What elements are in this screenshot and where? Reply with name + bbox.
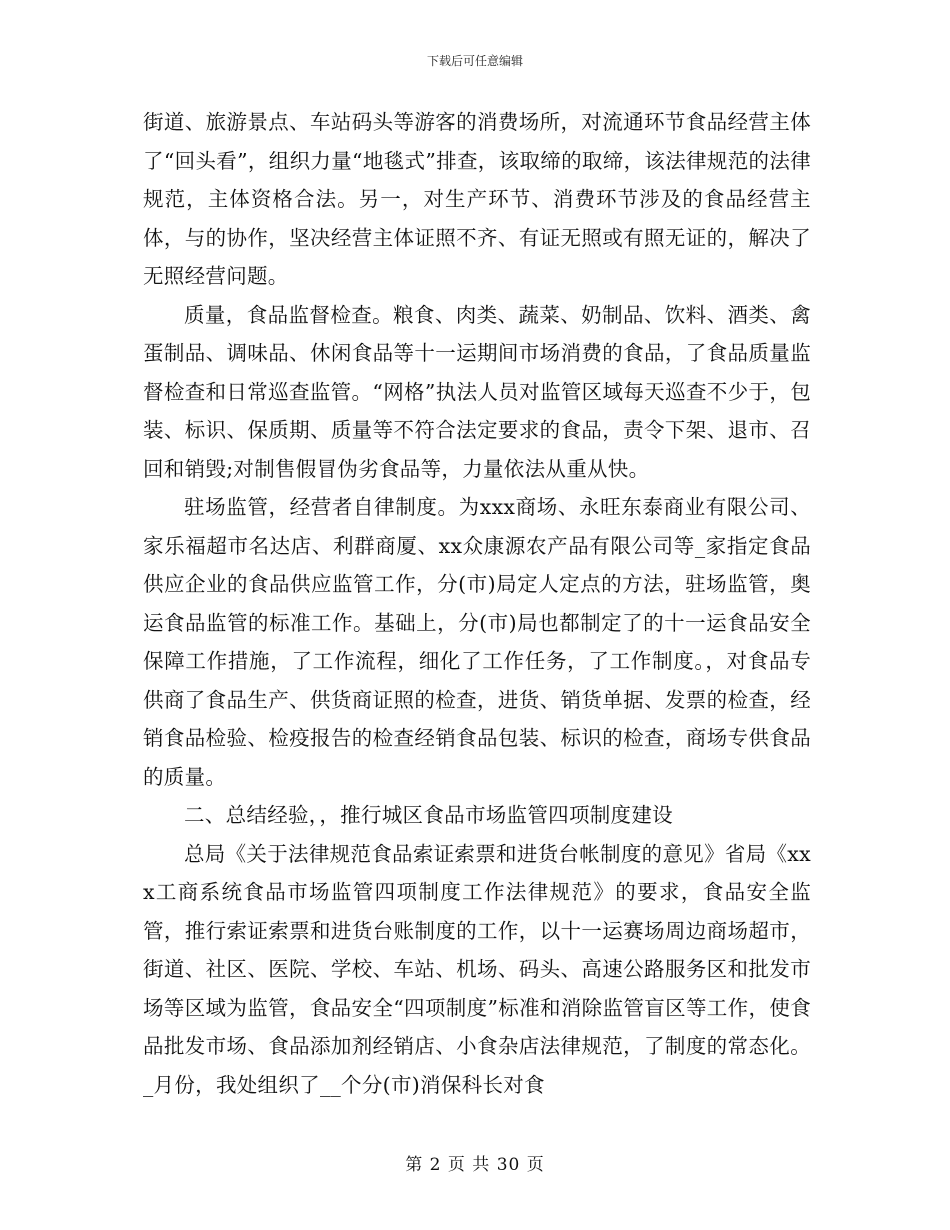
page-header: 下载后可任意编辑 [426, 54, 523, 68]
paragraph-4: 总局《关于法律规范食品索证索票和进货台帐制度的意见》省局《xxx工商系统食品市场监管四项制度工作法律规范》的要求，食品安全监管，推行索证索票和进货台账制度的工作，以十一运赛场周边商场超市，街道、社区、医院、学校、车站、机场、码头、高速公路服务区和批发市场等区域为监管，食品安全“四项制度”标准和消除监管盲区等工作，使食品批发市场、食品添加剂经销店、小食杂店法律规范，了制度的常态化。_月份，我处组织了__个分(市)消保科长对食 [143, 841, 811, 1097]
section-heading: 二、总结经验，，推行城区食品市场监管四项制度建设 [184, 803, 673, 827]
paragraph-2: 质量，食品监督检查。粮食、肉类、蔬菜、奶制品、饮料、酒类、禽蛋制品、调味品、休闲食品等十一运期间市场消费的食品，了食品质量监督检查和日常巡查监管。“网格”执法人员对监管区域每天巡查不少于，包装、标识、保质期、质量等不符合法定要求的食品，责令下架、退市、召回和销毁;对制售假冒伪劣食品等，力量依法从重从快。 [143, 302, 811, 481]
paragraph-3: 驻场监管，经营者自律制度。为xxx商场、永旺东泰商业有限公司、家乐福超市名达店、利群商厦、xx众康源农产品有限公司等_家指定食品供应企业的食品供应监管工作，分(市)局定人定点的方法，驻场监管，奥运食品监管的标准工作。基础上，分(市)局也都制定了的十一运食品安全保障工作措施，了工作流程，细化了工作任务，了工作制度。，对食品专供商了食品生产、供货商证照的检查，进货、销货单据、发票的检查，经销食品检验、检疫报告的检查经销食品包装、标识的检查，商场专供食品的质量。 [143, 495, 811, 789]
page-number: 第 2 页 共 30 页 [405, 1155, 545, 1175]
paragraph-1: 街道、旅游景点、车站码头等游客的消费场所，对流通环节食品经营主体了“回头看”，组织力量“地毯式”排查，该取缔的取缔，该法律规范的法律规范，主体资格合法。另一，对生产环节、消费环节涉及的食品经营主体，与的协作，坚决经营主体证照不齐、有证无照或有照无证的，解决了无照经营问题。 [143, 110, 811, 288]
document-body [143, 103, 811, 1104]
